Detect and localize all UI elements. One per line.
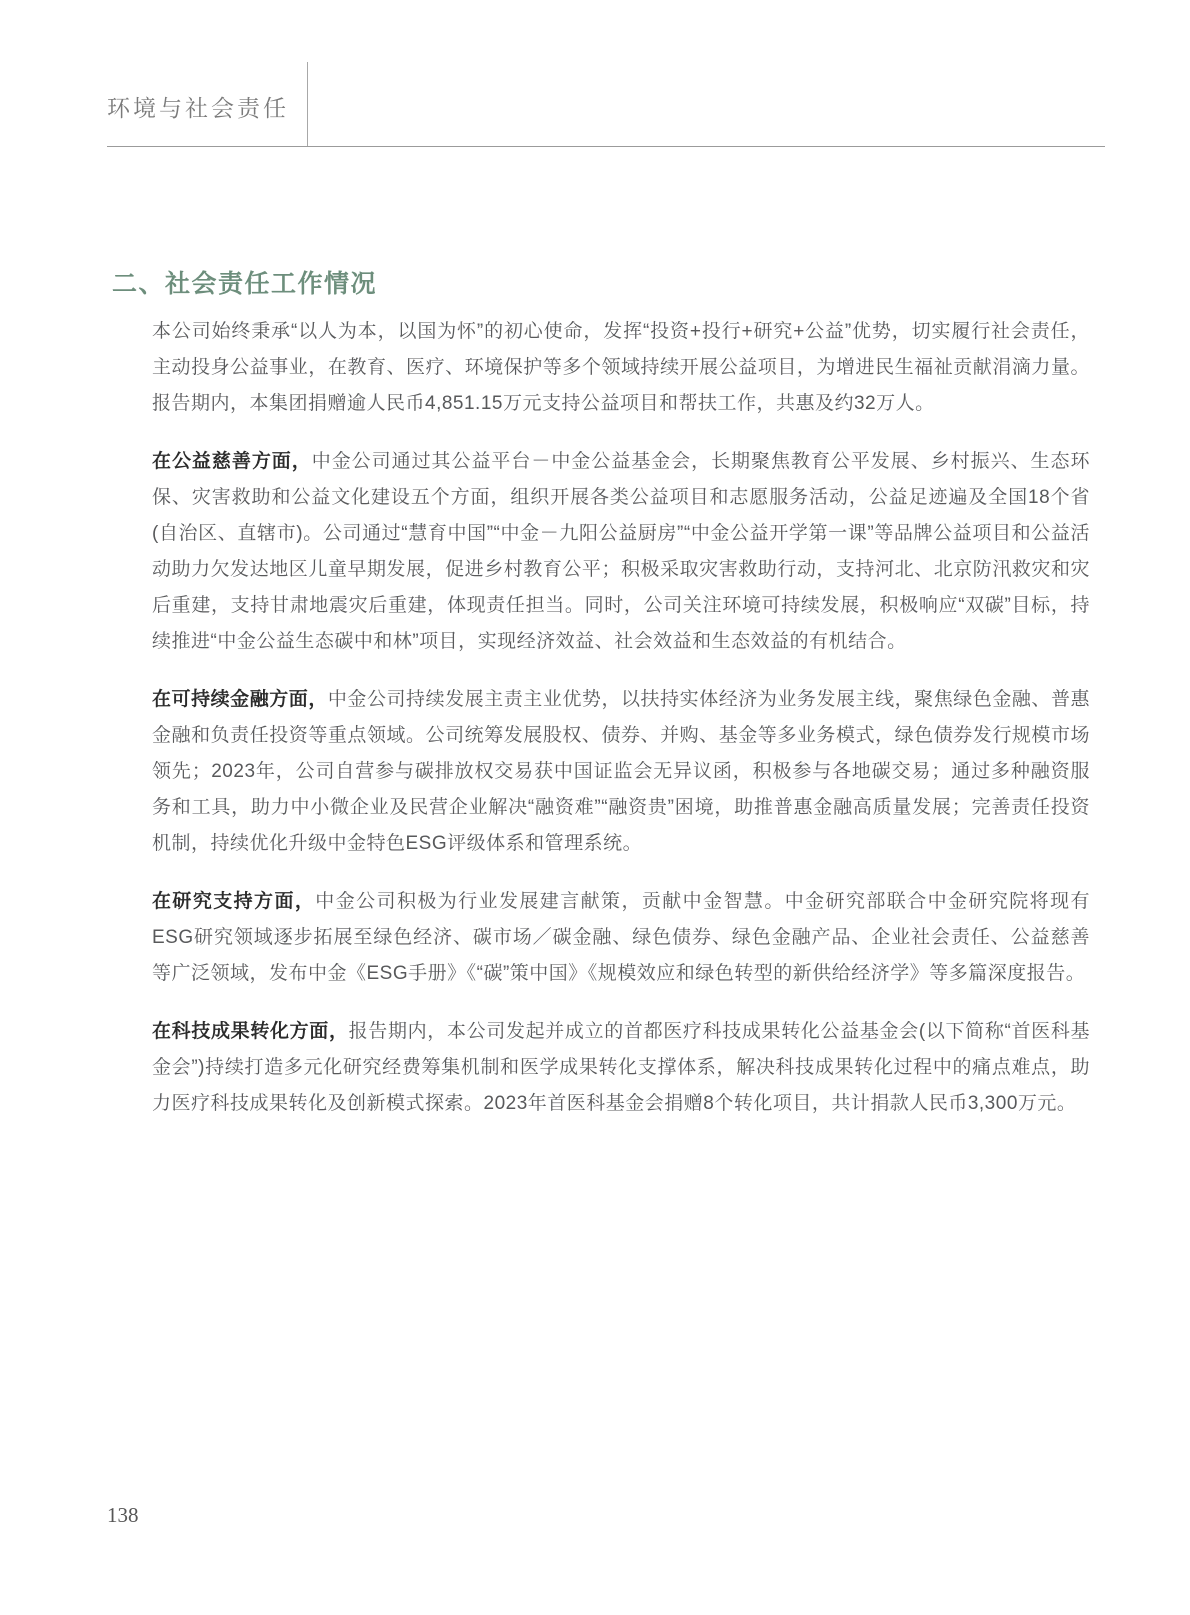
paragraph-lead: 在科技成果转化方面， xyxy=(152,1021,349,1042)
paragraph-charity xyxy=(152,444,1090,660)
paragraph-intro xyxy=(152,314,1090,422)
paragraph-lead: 在公益慈善方面， xyxy=(152,451,312,472)
page-number: 138 xyxy=(107,1503,139,1527)
paragraph-tech-transfer xyxy=(152,1014,1090,1122)
paragraph-lead: 在研究支持方面， xyxy=(152,891,316,912)
paragraph-text: 中金公司积极为行业发展建言献策，贡献中金智慧。中金研究部联合中金研究院将现有ESG研究领域逐步拓展至绿色经济、碳市场／碳金融、绿色债券、绿色金融产品、企业社会责任、公益慈善等广泛领域，发布中金《ESG手册》《“碳”策中国》《规模效应和绿色转型的新供给经济学》等多篇深度报告。 xyxy=(152,891,1090,984)
header-horizontal-rule xyxy=(107,146,1105,147)
section-body xyxy=(152,314,1090,1144)
section-heading: 二、社会责任工作情况 xyxy=(112,270,378,298)
paragraph-text: 报告期内，本公司发起并成立的首都医疗科技成果转化公益基金会(以下简称“首医科基金会”)持续打造多元化研究经费筹集机制和医学成果转化支撑体系，解决科技成果转化过程中的痛点难点，助力医疗科技成果转化及创新模式探索。2023年首医科基金会捐赠8个转化项目，共计捐款人民币3,300万元。 xyxy=(152,1021,1090,1114)
paragraph-text: 中金公司通过其公益平台－中金公益基金会，长期聚焦教育公平发展、乡村振兴、生态环保、灾害救助和公益文化建设五个方面，组织开展各类公益项目和志愿服务活动，公益足迹遍及全国18个省(自治区、直辖市)。公司通过“慧育中国”“中金－九阳公益厨房”“中金公益开学第一课”等品牌公益项目和公益活动助力欠发达地区儿童早期发展，促进乡村教育公平；积极采取灾害救助行动，支持河北、北京防汛救灾和灾后重建，支持甘肃地震灾后重建，体现责任担当。同时，公司关注环境可持续发展，积极响应“双碳”目标，持续推进“中金公益生态碳中和林”项目，实现经济效益、社会效益和生态效益的有机结合。 xyxy=(152,451,1090,652)
header-vertical-divider xyxy=(307,62,308,147)
paragraph-text: 中金公司持续发展主责主业优势，以扶持实体经济为业务发展主线，聚焦绿色金融、普惠金融和负责任投资等重点领域。公司统筹发展股权、债券、并购、基金等多业务模式，绿色债券发行规模市场领先；2023年，公司自营参与碳排放权交易获中国证监会无异议函，积极参与各地碳交易；通过多种融资服务和工具，助力中小微企业及民营企业解决“融资难”“融资贵”困境，助推普惠金融高质量发展；完善责任投资机制，持续优化升级中金特色ESG评级体系和管理系统。 xyxy=(152,689,1090,854)
paragraph-text: 本公司始终秉承“以人为本，以国为怀”的初心使命，发挥“投资+投行+研究+公益”优势，切实履行社会责任，主动投身公益事业，在教育、医疗、环境保护等多个领域持续开展公益项目，为增进民生福祉贡献涓滴力量。报告期内，本集团捐赠逾人民币4,851.15万元支持公益项目和帮扶工作，共惠及约32万人。 xyxy=(152,321,1090,414)
paragraph-lead: 在可持续金融方面， xyxy=(152,689,328,710)
paragraph-research-support xyxy=(152,884,1090,992)
paragraph-sustainable-finance xyxy=(152,682,1090,862)
running-header-title: 环境与社会责任 xyxy=(107,96,289,121)
